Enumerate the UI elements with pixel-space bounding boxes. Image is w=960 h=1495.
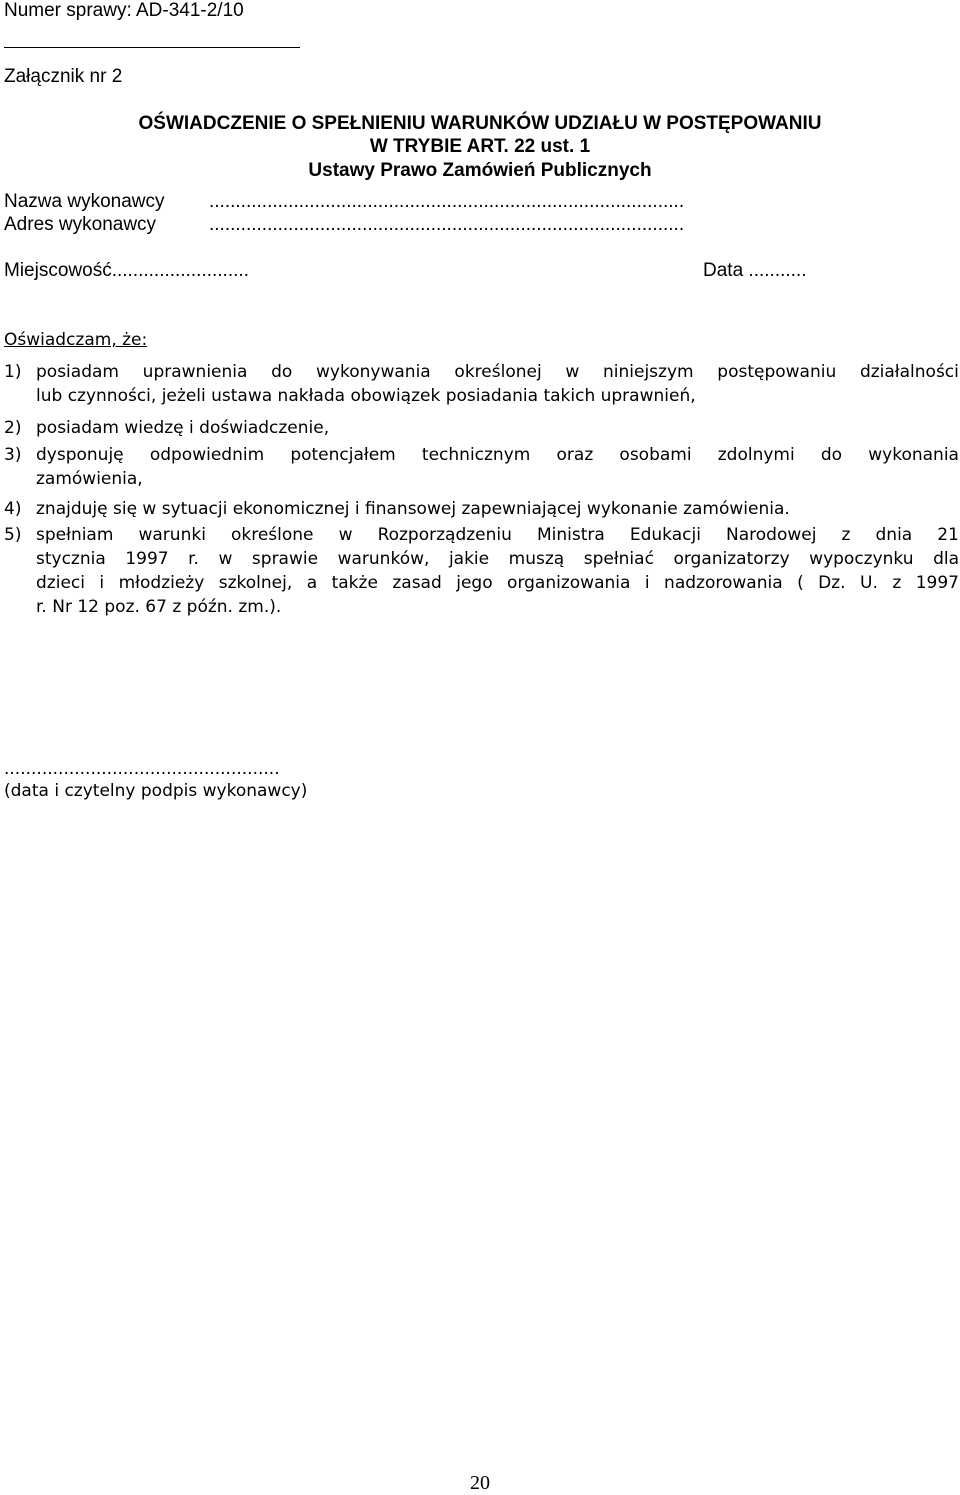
word: dnia [875, 525, 913, 545]
item-1-line-2: lub czynności, jeżeli ustawa nakłada obowiązek posiadania takich uprawnień, [36, 386, 696, 406]
word: Dz. [818, 573, 846, 593]
word: posiadam [36, 362, 119, 382]
item-5-line-4: r. Nr 12 poz. 67 z późn. zm.). [36, 597, 282, 617]
contractor-address-label: Adres wykonawcy [4, 214, 157, 235]
item-number: 4) [4, 499, 22, 519]
word: 21 [937, 525, 959, 545]
word: jakie [448, 549, 490, 569]
word: 1997 [125, 549, 169, 569]
statement-item-4 [4, 497, 959, 521]
header-rule [4, 47, 300, 48]
word: do [820, 445, 843, 465]
contractor-name-label: Nazwa wykonawcy [4, 191, 165, 212]
word: organizatorzy [673, 549, 790, 569]
contractor-address-field [4, 214, 684, 236]
word: i [99, 573, 105, 593]
item-1-line-1 [36, 360, 959, 384]
item-2-text: posiadam wiedzę i doświadczenie, [36, 418, 330, 438]
word: osobami [619, 445, 692, 465]
word: postępowaniu [717, 362, 837, 382]
word: z [841, 525, 851, 545]
document-title-line-2: W TRYBIE ART. 22 ust. 1 [369, 136, 591, 157]
word: technicznym [421, 445, 531, 465]
word: działalności [859, 362, 959, 382]
word: z [892, 573, 902, 593]
item-5-line-2 [36, 547, 959, 571]
annex-label: Załącznik nr 2 [4, 66, 123, 87]
case-number: Numer sprawy: AD-341-2/10 [4, 0, 244, 21]
word: ( [797, 573, 804, 593]
word: szkolnej, [218, 573, 293, 593]
word: dysponuję [36, 445, 124, 465]
word: zasad [392, 573, 442, 593]
item-5-line-1 [36, 523, 959, 547]
date-placeholder: ........... [748, 260, 807, 281]
signature-caption: (data i czytelny podpis wykonawcy) [4, 781, 308, 801]
contractor-name-placeholder: .......................................................................................... [209, 191, 685, 212]
statement-item-5 [4, 523, 959, 619]
word: odpowiednim [149, 445, 265, 465]
statement-item-3 [4, 443, 959, 491]
word: U. [860, 573, 878, 593]
word: warunki [138, 525, 206, 545]
statement-intro: Oświadczam, że: [4, 330, 148, 350]
word: do [271, 362, 293, 382]
word: warunków, [337, 549, 430, 569]
document-title-line-3: Ustawy Prawo Zamówień Publicznych [308, 160, 652, 181]
word: wypoczynku [809, 549, 914, 569]
item-4-text: znajduję się w sytuacji ekonomicznej i finansowej zapewniającej wykonanie zamówienia. [36, 499, 790, 519]
word: potencjałem [290, 445, 396, 465]
word: w [338, 525, 353, 545]
item-number: 2) [4, 418, 22, 438]
document-title-line-1: OŚWIADCZENIE O SPEŁNIENIU WARUNKÓW UDZIAŁU W POSTĘPOWANIU [138, 113, 822, 134]
word: wykonania [868, 445, 959, 465]
word: a [306, 573, 318, 593]
place-label: Miejscowość [4, 260, 112, 281]
word: w [218, 549, 233, 569]
contractor-address-placeholder: .......................................................................................... [209, 214, 685, 235]
word: i [644, 573, 650, 593]
word: zdolnymi [717, 445, 795, 465]
word: Edukacji [629, 525, 701, 545]
place-placeholder: .......................... [111, 260, 249, 281]
date-field [703, 260, 807, 282]
word: Ministra [536, 525, 605, 545]
word: w [565, 362, 580, 382]
word: r. [188, 549, 199, 569]
word: jego [456, 573, 493, 593]
signature-line: ................................................... [4, 759, 280, 779]
item-number: 1) [4, 362, 22, 382]
word: 1997 [915, 573, 959, 593]
word: także [331, 573, 378, 593]
statement-item-1 [4, 360, 959, 408]
item-number: 3) [4, 445, 22, 465]
word: sprawie [251, 549, 319, 569]
word: spełniam [36, 525, 114, 545]
word: organizowania [507, 573, 631, 593]
item-3-line-1 [36, 443, 959, 467]
word: oraz [556, 445, 594, 465]
word: określonej [454, 362, 542, 382]
word: nadzorowania [664, 573, 783, 593]
word: niniejszym [603, 362, 694, 382]
word: młodzieży [118, 573, 205, 593]
word: muszą [508, 549, 565, 569]
word: spełniać [583, 549, 654, 569]
item-number: 5) [4, 525, 22, 545]
place-field [4, 260, 249, 282]
word: określone [230, 525, 314, 545]
word: uprawnienia [142, 362, 248, 382]
word: wykonywania [316, 362, 431, 382]
statement-item-2 [4, 416, 959, 440]
word: dla [933, 549, 959, 569]
word: Rozporządzeniu [377, 525, 512, 545]
word: stycznia [36, 549, 106, 569]
date-label: Data [703, 260, 744, 281]
item-5-line-3 [36, 571, 959, 595]
item-3-line-2: zamówienia, [36, 469, 143, 489]
word: Narodowej [726, 525, 817, 545]
page-number: 20 [470, 1472, 490, 1494]
contractor-name-field [4, 191, 684, 213]
word: dzieci [36, 573, 85, 593]
